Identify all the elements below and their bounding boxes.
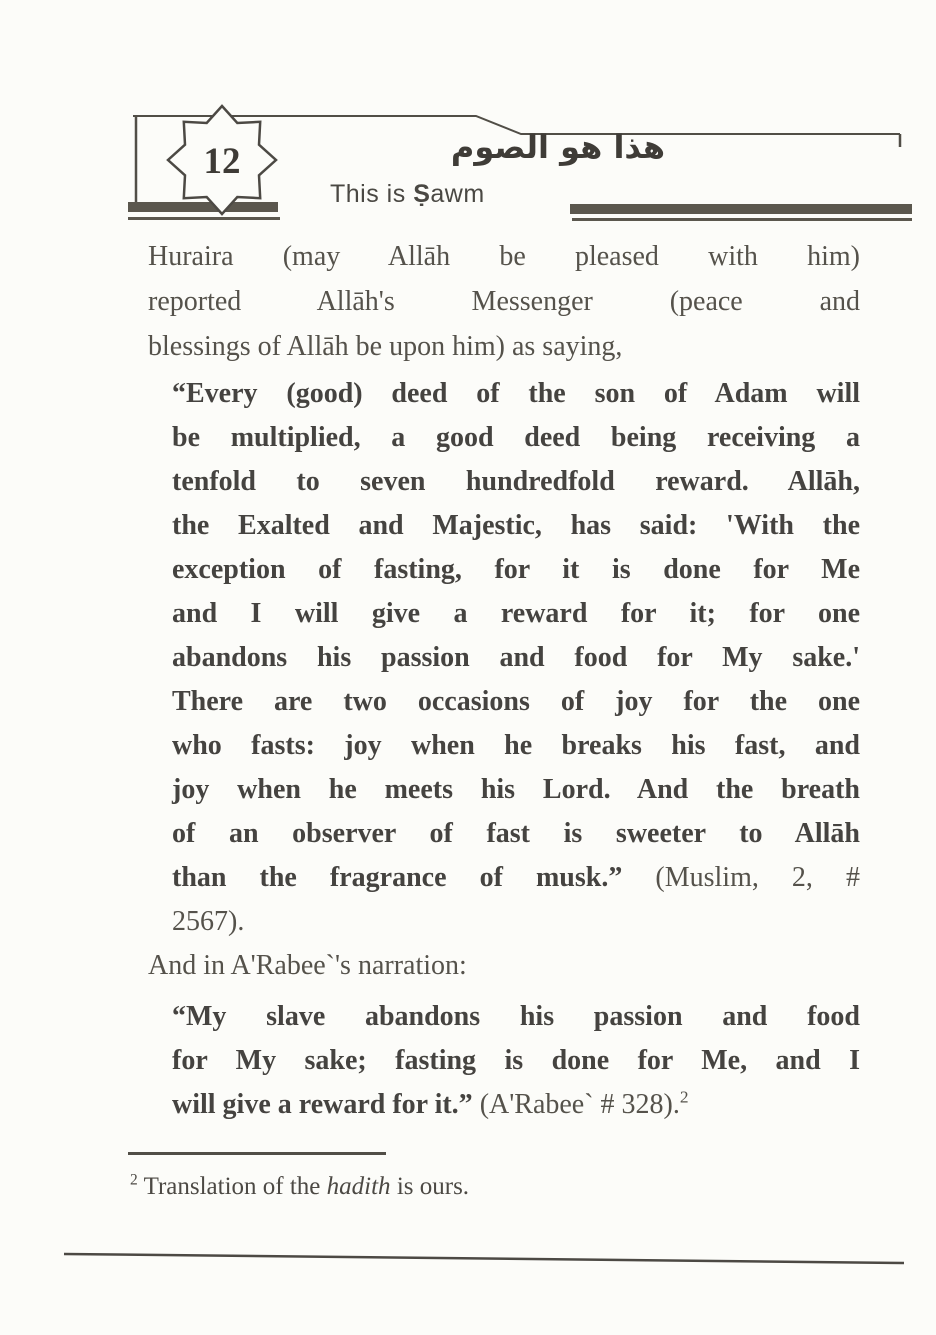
citation-continued: 2567). (172, 906, 245, 937)
footnote-text-before: Translation of the (143, 1173, 327, 1200)
quote-end: than the fragrance of musk.” (172, 862, 623, 893)
english-subtitle (330, 180, 630, 209)
footnote-marker: 2 (679, 1087, 689, 1107)
text-line: who fasts: joy when he breaks his fast, and (172, 730, 860, 761)
text-line: of an observer of fast is sweeter to Allāh (172, 818, 860, 849)
citation: (A'Rabee` # 328). (479, 1089, 680, 1120)
page-number: 12 (203, 141, 241, 182)
text-line: “My slave abandons his passion and food (172, 1001, 860, 1032)
footnote-italic-word: hadith (326, 1173, 391, 1200)
text-line (172, 856, 860, 900)
text-line: blessings of Allāh be upon him) as saying, (148, 331, 623, 362)
text-line: be multiplied, a good deed being receiving a (172, 422, 860, 453)
subtitle-prefix: This is (330, 180, 414, 208)
narrator-paragraph (148, 234, 860, 369)
citation: (Muslim, 2, # (655, 862, 860, 893)
footnote-number: 2 (130, 1171, 138, 1189)
text-line: for My sake; fasting is done for Me, and I (172, 1045, 860, 1076)
right-thin-bar (572, 218, 912, 221)
bottom-rule (0, 1245, 936, 1275)
footnote-text-after: is ours. (390, 1173, 470, 1200)
subtitle-rest: awm (430, 180, 485, 208)
text-line: joy when he meets his Lord. And the breath (172, 774, 860, 805)
left-thick-bar (128, 202, 278, 212)
text-line: and I will give a reward for it; for one (172, 598, 860, 629)
quote-end: will give a reward for it.” (172, 1089, 473, 1120)
text-line (172, 1083, 860, 1127)
left-thin-bar (128, 217, 280, 220)
footnote-separator (128, 1152, 386, 1155)
text-line: reported Allāh's Messenger (peace and (148, 286, 860, 317)
text-line: tenfold to seven hundredfold reward. Allāh, (172, 466, 860, 497)
text-line: “Every (good) deed of the son of Adam will (172, 378, 860, 409)
text-line: And in A'Rabee`'s narration: (148, 950, 467, 981)
text-line: the Exalted and Majestic, has said: 'With the (172, 510, 860, 541)
text-line: Huraira (may Allāh be pleased with him) (148, 241, 860, 272)
text-line: exception of fasting, for it is done for Me (172, 554, 860, 585)
second-hadith-quote-block (172, 995, 860, 1127)
subtitle-emphasis: Ṣ (413, 180, 431, 208)
arabic-title: هذا هو الصوم (450, 128, 666, 166)
hadith-quote-block (172, 372, 860, 944)
text-line: There are two occasions of joy for the one (172, 686, 860, 717)
text-line: abandons his passion and food for My sake.' (172, 642, 860, 673)
footnote (130, 1166, 830, 1208)
narration-intro (148, 943, 860, 988)
